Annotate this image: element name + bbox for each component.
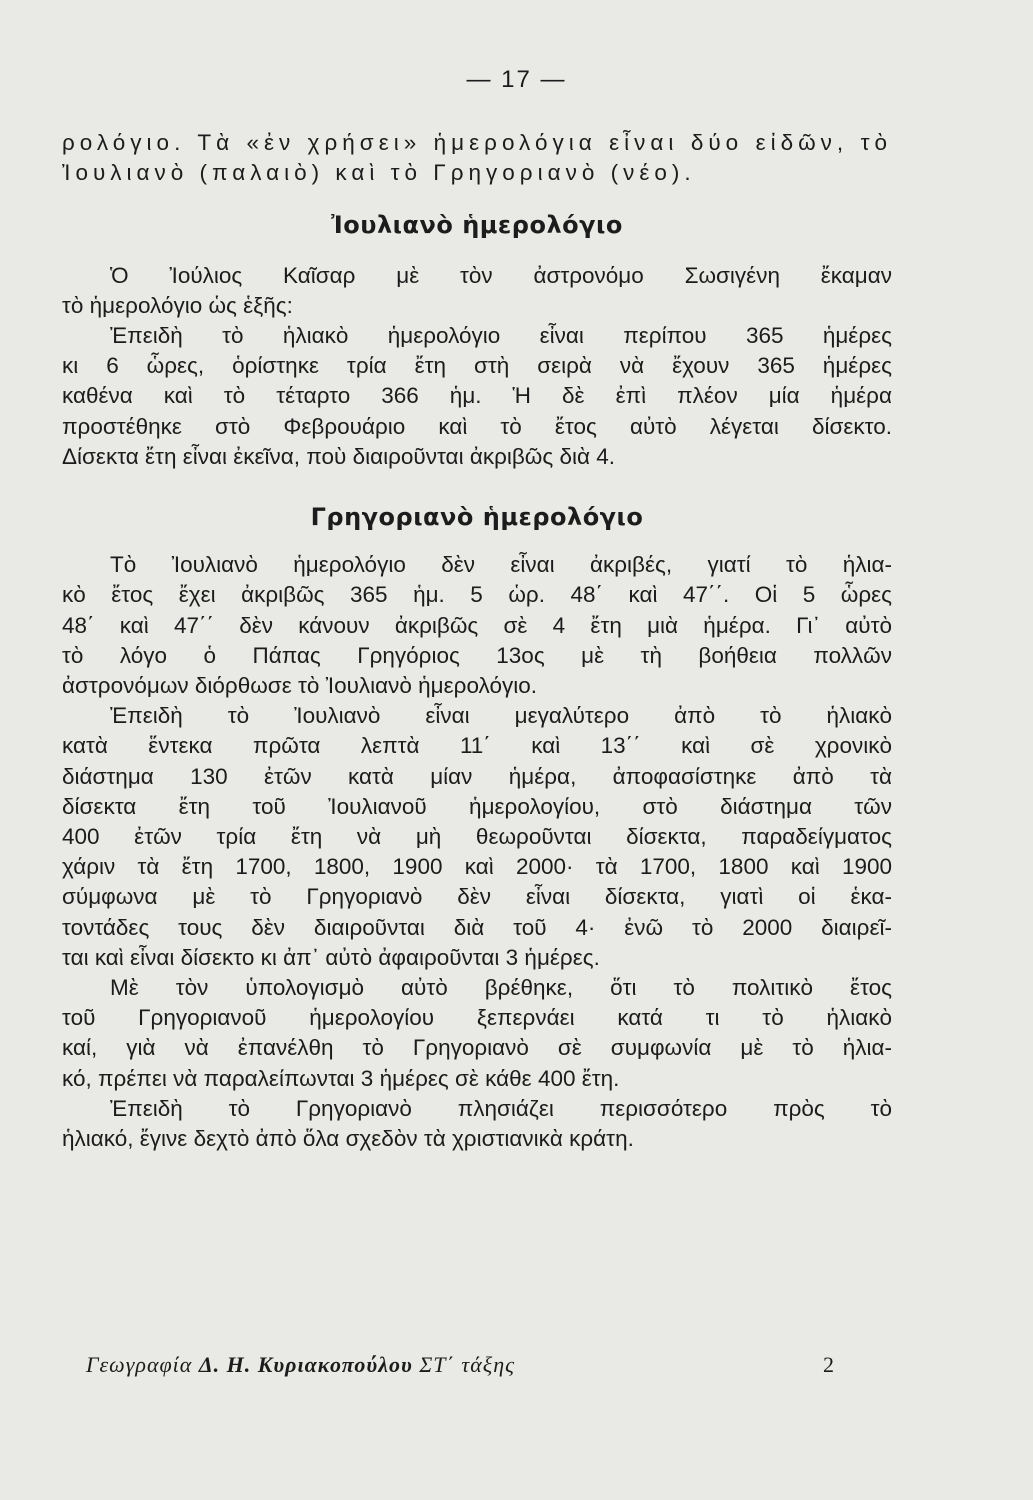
- gregorian-heading: Γρηγοριανὸ ἡμερολόγιο: [310, 503, 644, 532]
- julian-paragraphs: [62, 261, 892, 472]
- gregorian-line-16: τοῦ Γρηγοριανοῦ ἡμερολογίου ξεπερνάει κατά τι τὸ ἡλιακὸ: [62, 1005, 892, 1031]
- gregorian-paragraphs: [62, 550, 892, 1154]
- page-body: [62, 128, 892, 1154]
- gregorian-line-9: δίσεκτα ἔτη τοῦ Ἰουλιανοῦ ἡμερολογίου, στὸ διάστημα τῶν: [62, 793, 892, 819]
- gregorian-line-10: 400 ἐτῶν τρία ἔτη νὰ μὴ θεωροῦνται δίσεκτα, παραδείγματος: [62, 824, 892, 850]
- gregorian-line-1: Τὸ Ἰουλιανὸ ἡμερολόγιο δὲν εἶναι ἀκριβές, γιατί τὸ ἡλια-: [110, 552, 892, 578]
- footer-author: Δ. Η. Κυριακοπούλου: [198, 1352, 413, 1377]
- gregorian-line-4: τὸ λόγο ὁ Πάπας Γρηγόριος 13ος μὲ τὴ βοήθεια πολλῶν: [62, 642, 892, 668]
- gregorian-line-11: χάριν τὰ ἔτη 1700, 1800, 1900 καὶ 2000· τὰ 1700, 1800 καὶ 1900: [62, 854, 892, 880]
- gregorian-line-15: Μὲ τὸν ὑπολογισμὸ αὐτὸ βρέθηκε, ὅτι τὸ πολιτικὸ ἔτος: [110, 975, 892, 1001]
- julian-line-4: κι 6 ὧρες, ὁρίστηκε τρία ἔτη στὴ σειρὰ νὰ ἔχουν 365 ἡμέρες: [62, 353, 892, 379]
- julian-line-5: καθένα καὶ τὸ τέταρτο 366 ἡμ. Ἡ δὲ ἐπὶ πλέον μία ἡμέρα: [62, 383, 892, 409]
- gregorian-line-18: κό, πρέπει νὰ παραλείπωνται 3 ἡμέρες σὲ κάθε 400 ἔτη.: [62, 1065, 620, 1091]
- julian-heading: Ἰουλιανὸ ἡμερολόγιο: [331, 211, 623, 240]
- julian-line-1: Ὁ Ἰούλιος Καῖσαρ μὲ τὸν ἀστρονόμο Σωσιγένη ἔκαμαν: [110, 262, 892, 288]
- gregorian-line-20: ἡλιακό, ἔγινε δεχτὸ ἀπὸ ὅλα σχεδὸν τὰ χριστιανικὰ κράτη.: [62, 1126, 634, 1152]
- footer-grade: ΣΤ΄ τάξης: [419, 1352, 516, 1377]
- intro-line-2: Ἰουλιανὸ (παλαιὸ) καὶ τὸ Γρηγοριανὸ (νέο).: [62, 160, 696, 186]
- gregorian-line-7: κατὰ ἕντεκα πρῶτα λεπτὰ 11΄ καὶ 13΄΄ καὶ σὲ χρονικὸ: [62, 733, 892, 759]
- julian-line-7: Δίσεκτα ἔτη εἶναι ἐκεῖνα, ποὺ διαιροῦνται ἀκριβῶς διὰ 4.: [62, 443, 616, 469]
- signature-number: 2: [823, 1352, 834, 1377]
- julian-line-6: προστέθηκε στὸ Φεβρουάριο καὶ τὸ ἔτος αὐτὸ λέγεται δίσεκτο.: [62, 413, 892, 439]
- gregorian-line-19: Ἐπειδὴ τὸ Γρηγοριανὸ πλησιάζει περισσότερο πρὸς τὸ: [110, 1095, 892, 1121]
- gregorian-line-13: τοντάδες τους δὲν διαιροῦνται διὰ τοῦ 4· ἐνῶ τὸ 2000 διαιρεῖ-: [62, 914, 892, 940]
- gregorian-line-8: διάστημα 130 ἐτῶν κατὰ μίαν ἡμέρα, ἀποφασίστηκε ἀπὸ τὰ: [62, 763, 892, 789]
- gregorian-line-2: κὸ ἔτος ἔχει ἀκριβῶς 365 ἡμ. 5 ὡρ. 48΄ καὶ 47΄΄. Οἱ 5 ὧρες: [62, 582, 892, 608]
- gregorian-line-17: καί, γιὰ νὰ ἐπανέλθη τὸ Γρηγοριανὸ σὲ συμφωνία μὲ τὸ ἡλια-: [62, 1035, 892, 1061]
- gregorian-line-12: σύμφωνα μὲ τὸ Γρηγοριανὸ δὲν εἶναι δίσεκτα, γιατὶ οἱ ἑκα-: [62, 884, 892, 910]
- julian-line-3: Ἐπειδὴ τὸ ἡλιακὸ ἡμερολόγιο εἶναι περίπου 365 ἡμέρες: [110, 323, 892, 349]
- gregorian-line-14: ται καὶ εἶναι δίσεκτο κι ἀπ᾽ αὐτὸ ἀφαιροῦνται 3 ἡμέρες.: [62, 944, 600, 970]
- gregorian-line-3: 48΄ καὶ 47΄΄ δὲν κάνουν ἀκριβῶς σὲ 4 ἔτη μιὰ ἡμέρα. Γι᾽ αὐτὸ: [62, 612, 892, 638]
- gregorian-line-6: Ἐπειδὴ τὸ Ἰουλιανὸ εἶναι μεγαλύτερο ἀπὸ τὸ ἡλιακὸ: [110, 703, 892, 729]
- intro-line-1: ρολόγιο. Τὰ «ἐν χρήσει» ἡμερολόγια εἶναι δύο εἰδῶν, τὸ: [62, 130, 892, 155]
- julian-line-2: τὸ ἡμερολόγιο ὡς ἑξῆς:: [62, 292, 293, 318]
- page-number: — 17 —: [466, 66, 567, 93]
- footer-subject: Γεωγραφία: [86, 1352, 193, 1377]
- page-footer: [86, 1352, 846, 1378]
- gregorian-line-5: ἀστρονόμων διόρθωσε τὸ Ἰουλιανὸ ἡμερολόγιο.: [62, 673, 537, 699]
